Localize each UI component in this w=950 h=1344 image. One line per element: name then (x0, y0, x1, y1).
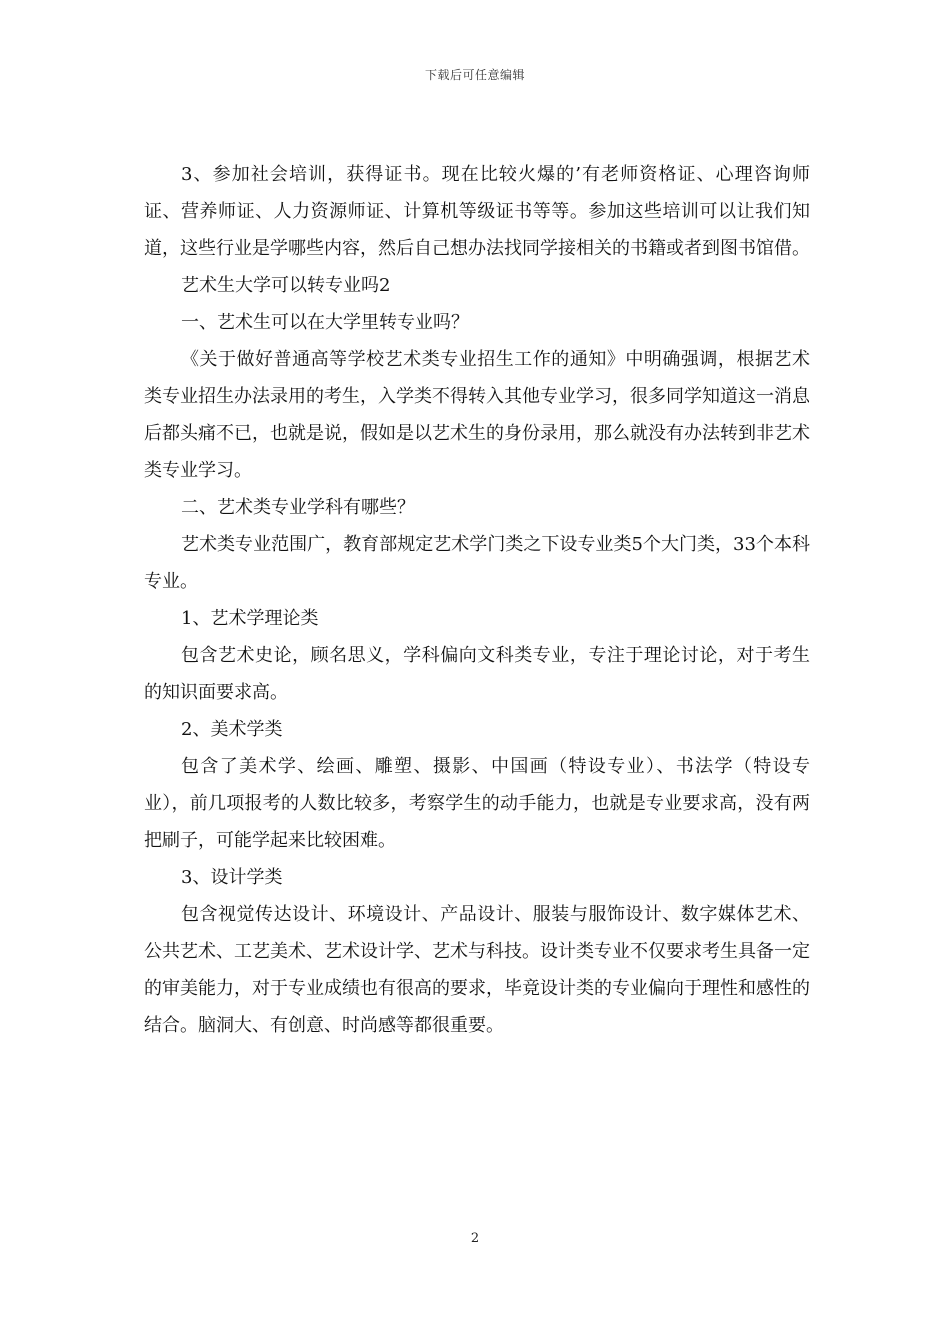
page-header: 下载后可任意编辑 (424, 68, 525, 82)
paragraph: 包含艺术史论，顾名思义，学科偏向文科类专业，专注于理论讨论，对于考生的知识面要求高。 (144, 645, 810, 703)
paragraph: 艺术类专业范围广，教育部规定艺术学门类之下设专业类5个大门类，33个本科专业。 (144, 534, 810, 592)
paragraph: 包含视觉传达设计、环境设计、产品设计、服装与服饰设计、数字媒体艺术、公共艺术、工艺美术、艺术设计学、艺术与科技。设计类专业不仅要求考生具备一定的审美能力，对于专业成绩也有很高的要求，毕竟设计类的专业偏向于理性和感性的结合。脑洞大、有创意、时尚感等都很重要。 (144, 904, 810, 1036)
page-number: 2 (470, 1231, 480, 1246)
paragraph: 《关于做好普通高等学校艺术类专业招生工作的通知》中明确强调，根据艺术类专业招生办法录用的考生，入学类不得转入其他专业学习，很多同学知道这一消息后都头痛不已，也就是说，假如是以艺术生的身份录用，那么就没有办法转到非艺术类专业学习。 (144, 349, 810, 481)
section-heading: 二、艺术类专业学科有哪些？ (181, 497, 415, 518)
subheading: 艺术生大学可以转专业吗2 (181, 275, 391, 296)
list-heading: 3、设计学类 (181, 867, 283, 888)
paragraph: 包含了美术学、绘画、雕塑、摄影、中国画（特设专业）、书法学（特设专业），前几项报考的人数比较多，考察学生的动手能力，也就是专业要求高，没有两把刷子，可能学起来比较困难。 (144, 756, 810, 851)
section-heading: 一、艺术生可以在大学里转专业吗？ (181, 312, 469, 333)
document-body (144, 156, 810, 1044)
paragraph: 3、参加社会培训，获得证书。现在比较火爆的’有老师资格证、心理咨询师证、营养师证、人力资源师证、计算机等级证书等等。参加这些培训可以让我们知道，这些行业是学哪些内容，然后自己想办法找同学接相关的书籍或者到图书馆借。 (144, 164, 810, 259)
list-heading: 2、美术学类 (181, 719, 283, 740)
list-heading: 1、艺术学理论类 (181, 608, 319, 629)
